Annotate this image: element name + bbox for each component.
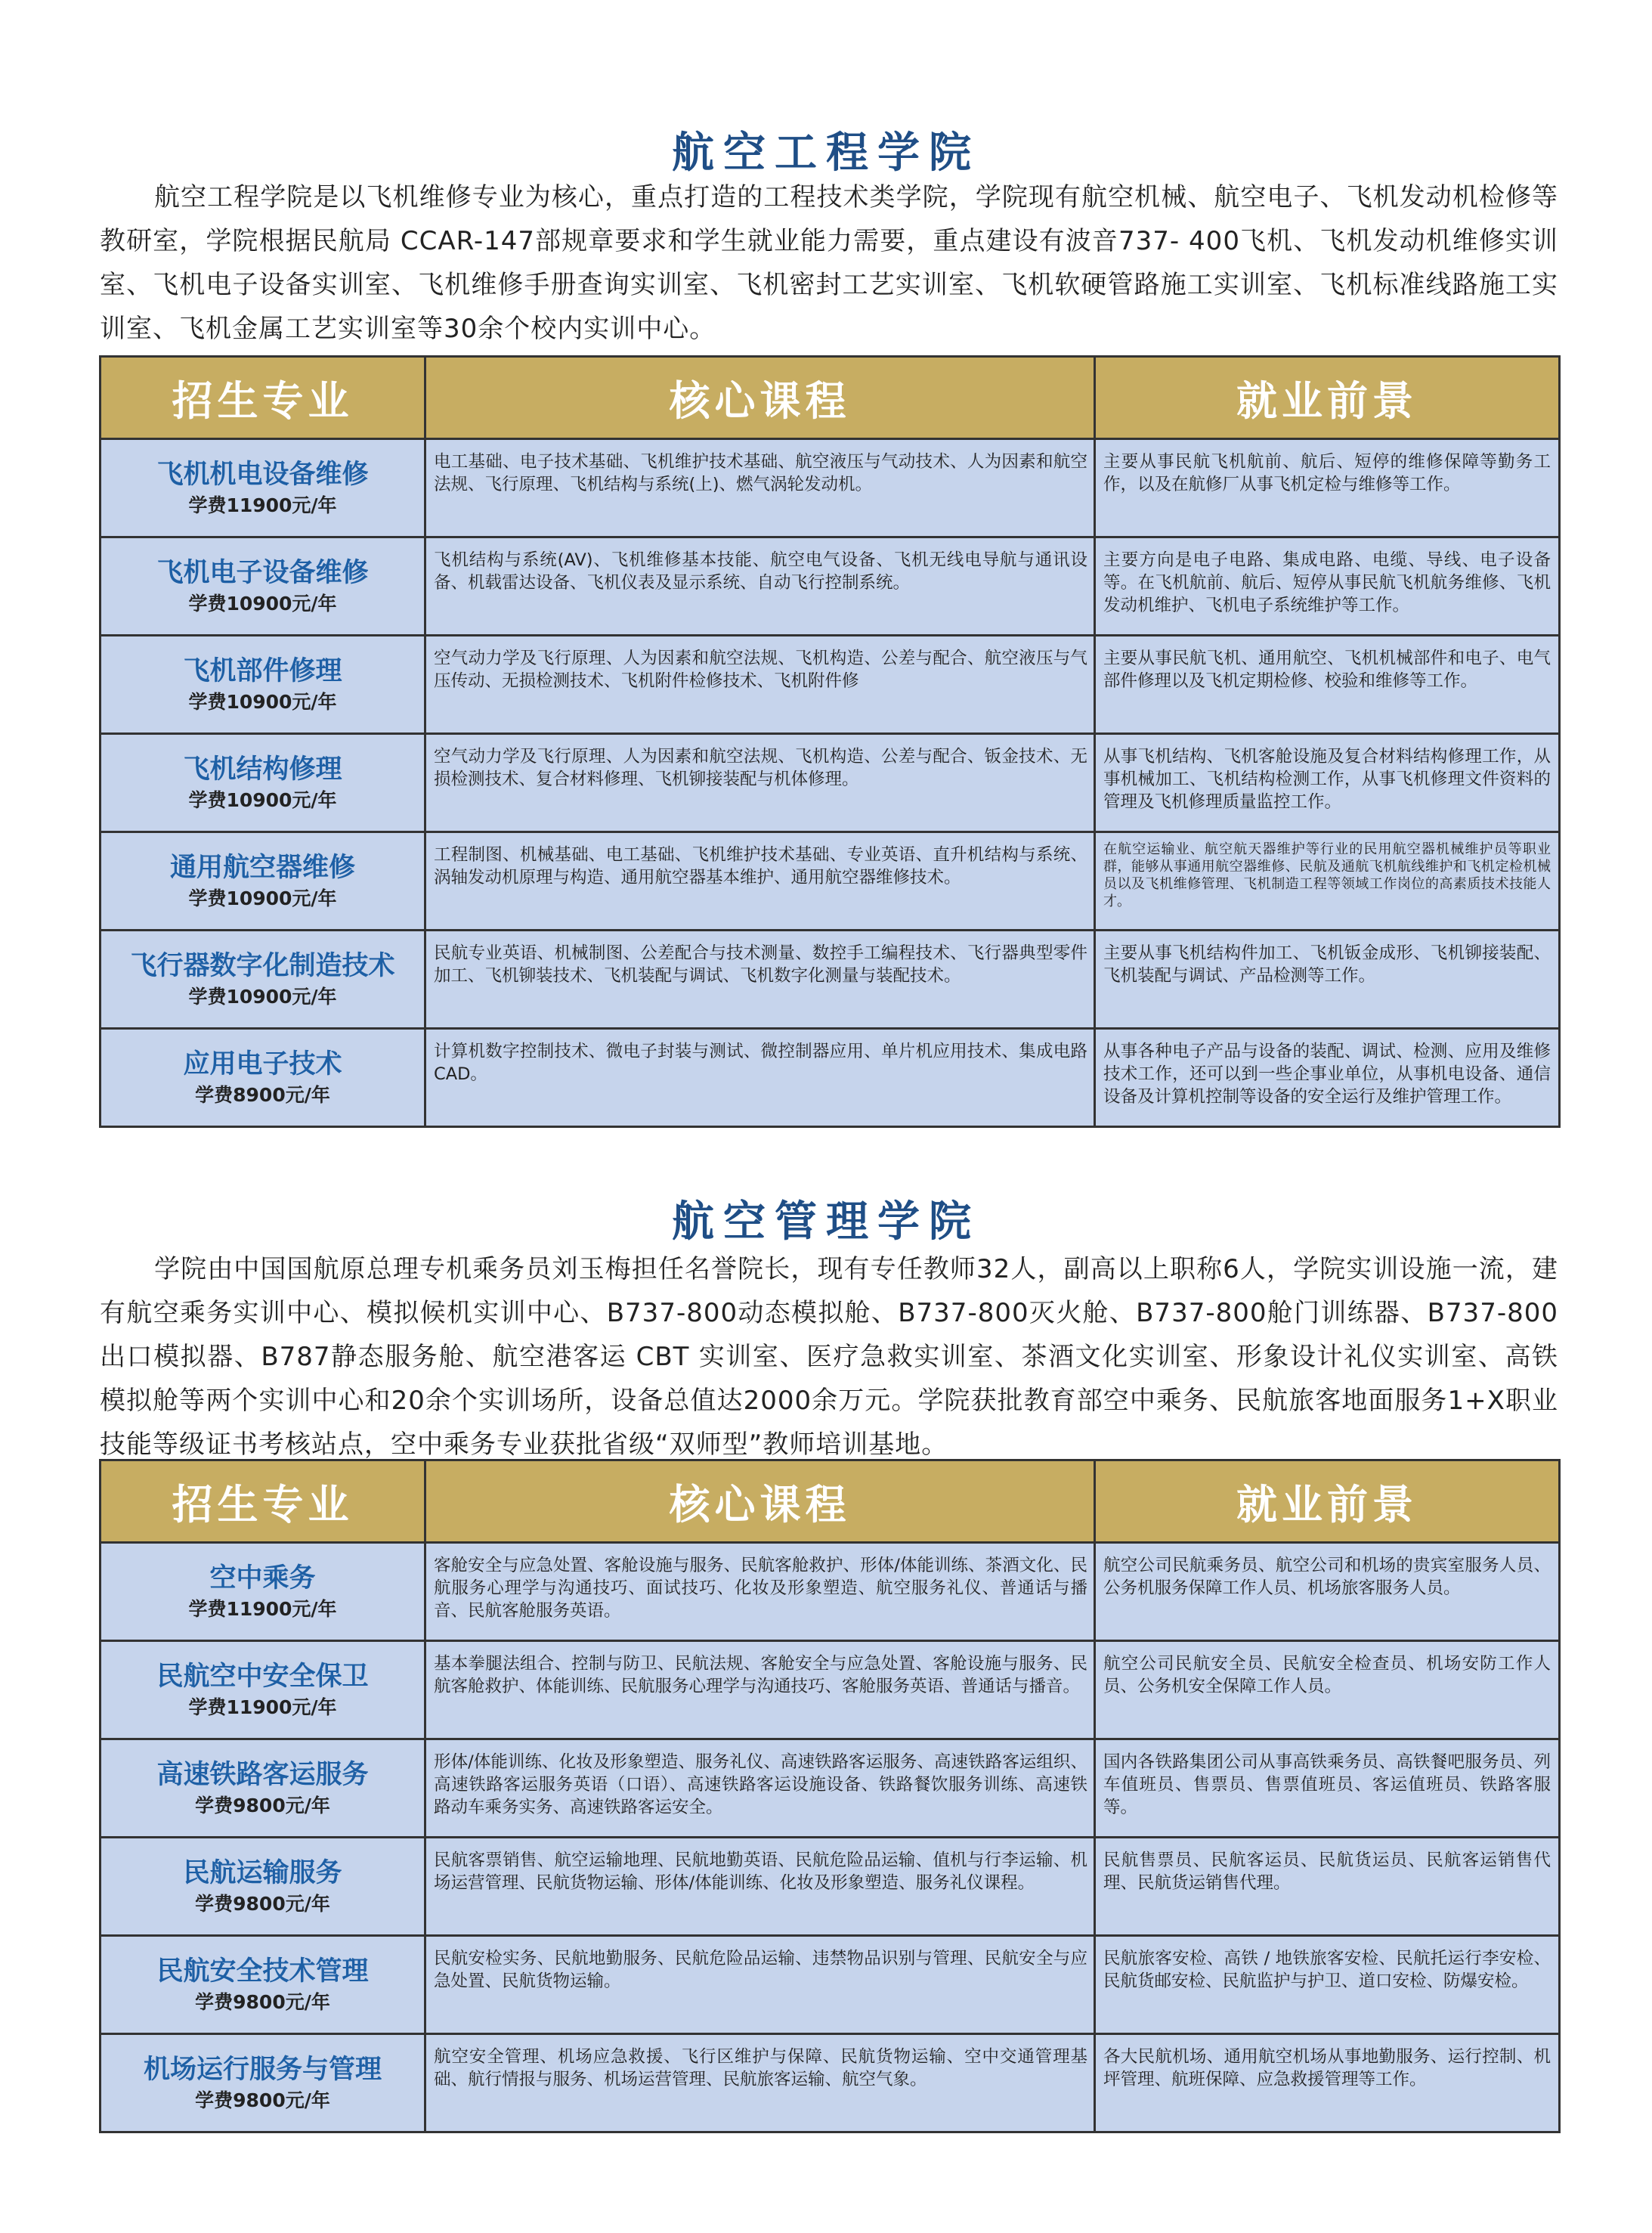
prospects-text: 主要从事民航飞机、通用航空、飞机机械部件和电子、电气部件修理以及飞机定期检修、校验和维修等工作。	[1103, 649, 1551, 691]
prospects-text: 各大民航机场、通用航空机场从事地勤服务、运行控制、机坪管理、航班保障、应急救援管理等工作。	[1103, 2047, 1551, 2089]
prospects-text: 航空公司民航安全员、民航安全检查员、机场安防工作人员、公务机安全保障工作人员。	[1103, 1654, 1551, 1696]
courses-cell	[425, 636, 1095, 734]
courses-cell	[425, 734, 1095, 832]
prospects-cell	[1095, 931, 1560, 1029]
table-header-row	[101, 1460, 1560, 1543]
tuition-fee: 学费10900元/年	[188, 690, 337, 713]
courses-text: 客舱安全与应急处置、客舱设施与服务、民航客舱救护、形体/体能训练、茶酒文化、民航服务心理学与沟通技巧、面试技巧、化妆及形象塑造、航空服务礼仪、普通话与播音、民航客舱服务英语。	[434, 1556, 1087, 1621]
courses-cell	[425, 1936, 1095, 2034]
header-major: 招生专业	[101, 1460, 425, 1543]
prospects-cell	[1095, 439, 1560, 537]
program-table-engineering	[99, 355, 1561, 1128]
table-row	[101, 1739, 1560, 1838]
prospects-cell	[1095, 537, 1560, 636]
tuition-fee: 学费9800元/年	[195, 2089, 330, 2111]
tuition-fee: 学费9800元/年	[195, 1794, 330, 1816]
section-title-management: 航空管理学院	[672, 1197, 980, 1247]
prospects-text: 国内各铁路集团公司从事高铁乘务员、高铁餐吧服务员、列车值班员、售票员、售票值班员、客运值班员、铁路客服等。	[1103, 1752, 1551, 1817]
major-cell	[101, 734, 425, 832]
prospects-cell	[1095, 1838, 1560, 1936]
prospects-cell	[1095, 1641, 1560, 1739]
courses-cell	[425, 1641, 1095, 1739]
table-row	[101, 2034, 1560, 2132]
table-row	[101, 931, 1560, 1029]
prospects-text: 民航旅客安检、高铁 / 地铁旅客安检、民航托运行李安检、民航货邮安检、民航监护与护卫、道口安检、防爆安检。	[1103, 1949, 1551, 1991]
major-cell	[101, 439, 425, 537]
program-table-management	[99, 1459, 1561, 2133]
courses-cell	[425, 1029, 1095, 1127]
prospects-cell	[1095, 636, 1560, 734]
courses-text: 形体/体能训练、化妆及形象塑造、服务礼仪、高速铁路客运服务、高速铁路客运组织、高速铁路客运服务英语（口语）、高速铁路客运设施设备、铁路餐饮服务训练、高速铁路动车乘务实务、高速铁路客运安全。	[434, 1752, 1087, 1817]
header-prospects: 就业前景	[1095, 357, 1560, 439]
header-major: 招生专业	[101, 357, 425, 439]
major-cell	[101, 636, 425, 734]
courses-text: 民航安检实务、民航地勤服务、民航危险品运输、违禁物品识别与管理、民航安全与应急处置、民航货物运输。	[434, 1949, 1087, 1991]
prospects-cell	[1095, 1739, 1560, 1838]
courses-cell	[425, 2034, 1095, 2132]
courses-text: 航空安全管理、机场应急救援、飞行区维护与保障、民航货物运输、空中交通管理基础、航行情报与服务、机场运营管理、民航旅客运输、航空气象。	[434, 2047, 1087, 2089]
major-cell	[101, 1739, 425, 1838]
courses-cell	[425, 832, 1095, 931]
courses-text: 民航专业英语、机械制图、公差配合与技术测量、数控手工编程技术、飞行器典型零件加工、飞机铆装技术、飞机装配与调试、飞机数字化测量与装配技术。	[434, 943, 1087, 986]
major-name: 空中乘务	[209, 1562, 316, 1593]
major-cell	[101, 2034, 425, 2132]
major-name: 民航安全技术管理	[156, 1956, 369, 1987]
major-name: 飞机电子设备维修	[156, 557, 369, 588]
major-cell	[101, 1838, 425, 1936]
major-name: 高速铁路客运服务	[156, 1759, 369, 1790]
major-cell	[101, 1029, 425, 1127]
prospects-cell	[1095, 734, 1560, 832]
major-name: 飞机结构修理	[183, 754, 342, 785]
prospects-cell	[1095, 1936, 1560, 2034]
prospects-text: 在航空运输业、航空航天器维护等行业的民用航空器机械维护员等职业群，能够从事通用航空器维修、民航及通航飞机航线维护和飞机定检机械员以及飞机维修管理、飞机制造工程等领域工作岗位的高素质技术技能人才。	[1103, 841, 1551, 909]
major-cell	[101, 1641, 425, 1739]
courses-cell	[425, 931, 1095, 1029]
courses-cell	[425, 1838, 1095, 1936]
major-name: 应用电子技术	[183, 1048, 342, 1079]
table-row	[101, 832, 1560, 931]
courses-cell	[425, 439, 1095, 537]
major-name: 飞机机电设备维修	[156, 459, 369, 490]
prospects-cell	[1095, 1029, 1560, 1127]
tuition-fee: 学费10900元/年	[188, 985, 337, 1008]
table-row	[101, 537, 1560, 636]
tuition-fee: 学费11900元/年	[188, 494, 337, 516]
table-row	[101, 636, 1560, 734]
table-row	[101, 1936, 1560, 2034]
prospects-text: 主要方向是电子电路、集成电路、电缆、导线、电子设备等。在飞机航前、航后、短停从事民航飞机航务维修、飞机发动机维护、飞机电子系统维护等工作。	[1103, 550, 1551, 615]
prospects-text: 从事飞机结构、飞机客舱设施及复合材料结构修理工作，从事机械加工、飞机结构检测工作，从事飞机修理文件资料的管理及飞机修理质量监控工作。	[1103, 747, 1551, 812]
tuition-fee: 学费10900元/年	[188, 887, 337, 909]
tuition-fee: 学费9800元/年	[195, 1990, 330, 2013]
tuition-fee: 学费8900元/年	[195, 1083, 330, 1106]
prospects-text: 从事各种电子产品与设备的装配、调试、检测、应用及维修技术工作，还可以到一些企事业单位，从事机电设备、通信设备及计算机控制等设备的安全运行及维护管理工作。	[1103, 1042, 1551, 1107]
table-row	[101, 1029, 1560, 1127]
prospects-text: 民航售票员、民航客运员、民航货运员、民航客运销售代理、民航货运销售代理。	[1103, 1851, 1551, 1893]
table-row	[101, 1838, 1560, 1936]
courses-text: 飞机结构与系统(AV)、飞机维修基本技能、航空电气设备、飞机无线电导航与通讯设备、机载雷达设备、飞机仪表及显示系统、自动飞行控制系统。	[434, 550, 1087, 593]
prospects-text: 主要从事民航飞机航前、航后、短停的维修保障等勤务工作，以及在航修厂从事飞机定检与维修等工作。	[1103, 452, 1551, 494]
header-courses: 核心课程	[425, 357, 1095, 439]
major-name: 机场运行服务与管理	[143, 2054, 382, 2085]
section-intro-management: 学院由中国国航原总理专机乘务员刘玉梅担任名誉院长，现有专任教师32人，副高以上职称6人，学院实训设施一流，建有航空乘务实训中心、模拟候机实训中心、B737-800动态模拟舱、B737-800灭火舱、B737-800舱门训练器、B737-800出口模拟器、B787静态服务舱、航空港客运 CBT 实训室、医疗急救实训室、茶酒文化实训室、形象设计礼仪实训室、高铁模拟舱等两个实训中心和20余个实训场所，设备总值达2000余万元。学院获批教育部空中乘务、民航旅客地面服务1+X职业技能等级证书考核站点，空中乘务专业获批省级“双师型”教师培训基地。	[100, 1254, 1558, 1460]
major-name: 飞机部件修理	[183, 655, 342, 686]
major-name: 通用航空器维修	[169, 852, 355, 883]
table-row	[101, 734, 1560, 832]
table-row	[101, 1641, 1560, 1739]
prospects-cell	[1095, 2034, 1560, 2132]
tuition-fee: 学费10900元/年	[188, 592, 337, 615]
major-cell	[101, 1936, 425, 2034]
section-title-engineering: 航空工程学院	[672, 129, 980, 178]
prospects-text: 主要从事飞机结构件加工、飞机钣金成形、飞机铆接装配、飞机装配与调试、产品检测等工作。	[1103, 943, 1551, 986]
courses-text: 民航客票销售、航空运输地理、民航地勤英语、民航危险品运输、值机与行李运输、机场运营管理、民航货物运输、形体/体能训练、化妆及形象塑造、服务礼仪课程。	[434, 1851, 1087, 1893]
courses-text: 空气动力学及飞行原理、人为因素和航空法规、飞机构造、公差与配合、钣金技术、无损检测技术、复合材料修理、飞机铆接装配与机体修理。	[434, 747, 1087, 789]
tuition-fee: 学费10900元/年	[188, 788, 337, 811]
courses-text: 空气动力学及飞行原理、人为因素和航空法规、飞机构造、公差与配合、航空液压与气压传动、无损检测技术、飞机附件检修技术、飞机附件修	[434, 649, 1087, 691]
courses-cell	[425, 1739, 1095, 1838]
tuition-fee: 学费11900元/年	[188, 1597, 337, 1620]
header-prospects: 就业前景	[1095, 1460, 1560, 1543]
prospects-text: 航空公司民航乘务员、航空公司和机场的贵宾室服务人员、公务机服务保障工作人员、机场旅客服务人员。	[1103, 1556, 1551, 1598]
courses-text: 工程制图、机械基础、电工基础、飞机维护技术基础、专业英语、直升机结构与系统、涡轴发动机原理与构造、通用航空器基本维护、通用航空器维修技术。	[434, 845, 1087, 887]
prospects-cell	[1095, 832, 1560, 931]
courses-cell	[425, 537, 1095, 636]
major-name: 民航空中安全保卫	[156, 1661, 369, 1692]
major-cell	[101, 1543, 425, 1641]
table-row	[101, 439, 1560, 537]
courses-cell	[425, 1543, 1095, 1641]
prospects-cell	[1095, 1543, 1560, 1641]
courses-text: 电工基础、电子技术基础、飞机维护技术基础、航空液压与气动技术、人为因素和航空法规、飞行原理、飞机结构与系统(上)、燃气涡轮发动机。	[434, 452, 1087, 494]
courses-text: 基本拳腿法组合、控制与防卫、民航法规、客舱安全与应急处置、客舱设施与服务、民航客舱救护、体能训练、民航服务心理学与沟通技巧、客舱服务英语、普通话与播音。	[434, 1654, 1087, 1696]
tuition-fee: 学费11900元/年	[188, 1696, 337, 1718]
major-name: 飞行器数字化制造技术	[130, 950, 395, 981]
major-cell	[101, 832, 425, 931]
courses-text: 计算机数字控制技术、微电子封装与测试、微控制器应用、单片机应用技术、集成电路CAD。	[434, 1042, 1087, 1084]
major-cell	[101, 931, 425, 1029]
section-intro-engineering: 航空工程学院是以飞机维修专业为核心，重点打造的工程技术类学院，学院现有航空机械、航空电子、飞机发动机检修等教研室，学院根据民航局 CCAR-147部规章要求和学生就业能力需要，重点建设有波音737- 400飞机、飞机发动机维修实训室、飞机电子设备实训室、飞机维修手册查询实训室、飞机密封工艺实训室、飞机软硬管路施工实训室、飞机标准线路施工实训室、飞机金属工艺实训室等30余个校内实训中心。	[100, 182, 1558, 344]
table-header-row	[101, 357, 1560, 439]
tuition-fee: 学费9800元/年	[195, 1892, 330, 1915]
major-name: 民航运输服务	[183, 1857, 342, 1888]
table-row	[101, 1543, 1560, 1641]
major-cell	[101, 537, 425, 636]
header-courses: 核心课程	[425, 1460, 1095, 1543]
